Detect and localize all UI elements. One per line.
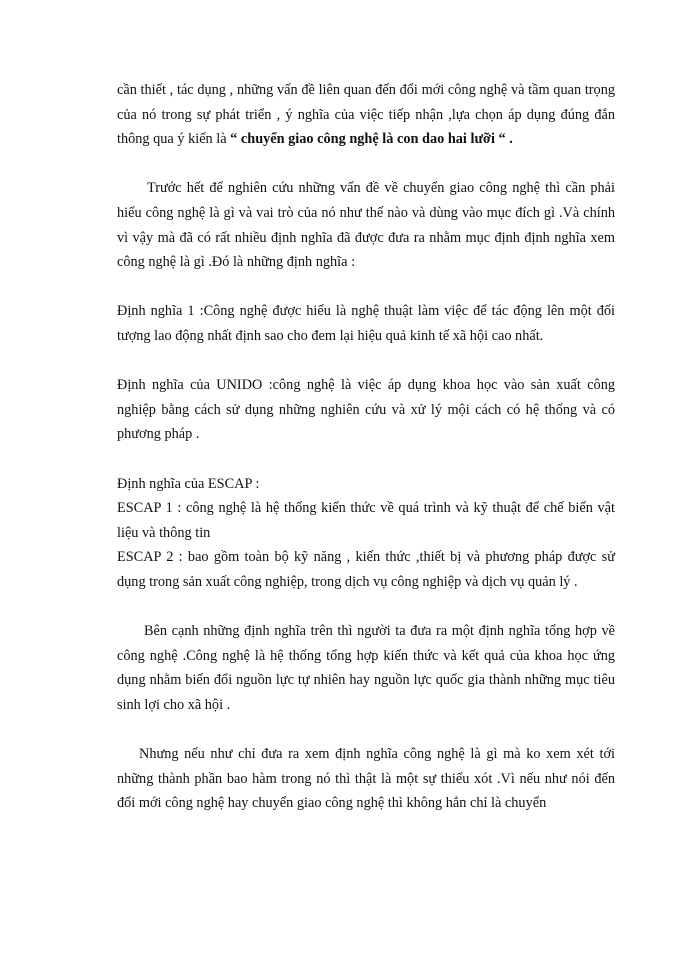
paragraph-definitions-intro: Trước hết để nghiên cứu những vấn đề về chuyển giao công nghệ thì cần phải hiểu công nghệ là gì và vai trò của nó như thế nào và dùng vào mục đích gì .Và chính vì vậy mà đã có rất nhiều định nghĩa đã được đưa ra nhằm mục định định nghĩa xem công nghệ là gì .Đó là những định nghĩa :	[117, 180, 615, 271]
paragraph-gap	[117, 349, 615, 374]
paragraph-escap-2: ESCAP 2 : bao gồm toàn bộ kỹ năng , kiến thức ,thiết bị và phương pháp được sử dụng trong sản xuất công nghiệp, trong dịch vụ công nghiệp và dịch vụ quản lý .	[117, 549, 615, 590]
paragraph-gap	[117, 152, 615, 177]
document-page	[117, 78, 615, 816]
paragraph-intro	[117, 78, 615, 152]
paragraph-general-definition: Bên cạnh những định nghĩa trên thì người ta đưa ra một định nghĩa tổng hợp về công nghệ .Công nghệ là hệ thống tổng hợp kiến thức và kết quả của khoa học ứng dụng nhằm biến đổi nguồn lực tự nhiên hay nguồn lực quốc gia thành những mục tiêu sinh lợi cho xã hội .	[117, 623, 615, 713]
paragraph-escap-heading: Định nghĩa của ESCAP :	[117, 475, 260, 492]
paragraph-gap	[117, 275, 615, 300]
paragraph-escap-1: ESCAP 1 : công nghệ là hệ thống kiến thức về quá trình và kỹ thuật để chế biến vật liệu và thông tin	[117, 500, 615, 541]
paragraph-components: Nhưng nếu như chỉ đưa ra xem định nghĩa công nghệ là gì mà ko xem xét tới những thành phần bao hàm trong nó thì thật là một sự thiếu xót .Vì nếu như nói đến đổi mới công nghệ hay chuyển giao công nghệ thì không hẳn chỉ là chuyển	[117, 746, 615, 812]
paragraph-definition-1: Định nghĩa 1 :Công nghệ được hiểu là nghệ thuật làm việc để tác động lên một đối tượng lao động nhất định sao cho đem lại hiệu quả kinh tế xã hội cao nhất.	[117, 303, 615, 344]
paragraph-intro-bold-quote: “ chuyển giao công nghệ là con dao hai lưỡi “ .	[230, 131, 513, 148]
paragraph-gap	[117, 594, 615, 619]
paragraph-intro-text: cần thiết , tác dụng , những vấn đề liên quan đến đổi mới công nghệ và tầm quan trọng của nó trong sự phát triển , ý nghĩa của việc tiếp nhận ,lựa chọn áp dụng đúng đắn thông qua ý kiến là	[117, 82, 615, 148]
paragraph-gap	[117, 447, 615, 472]
paragraph-definition-unido: Định nghĩa của UNIDO :công nghệ là việc áp dụng khoa học vào sản xuất công nghiệp bằng cách sử dụng những nghiên cứu và xử lý mội cách có hệ thống và có phương pháp .	[117, 377, 615, 443]
paragraph-gap	[117, 717, 615, 742]
